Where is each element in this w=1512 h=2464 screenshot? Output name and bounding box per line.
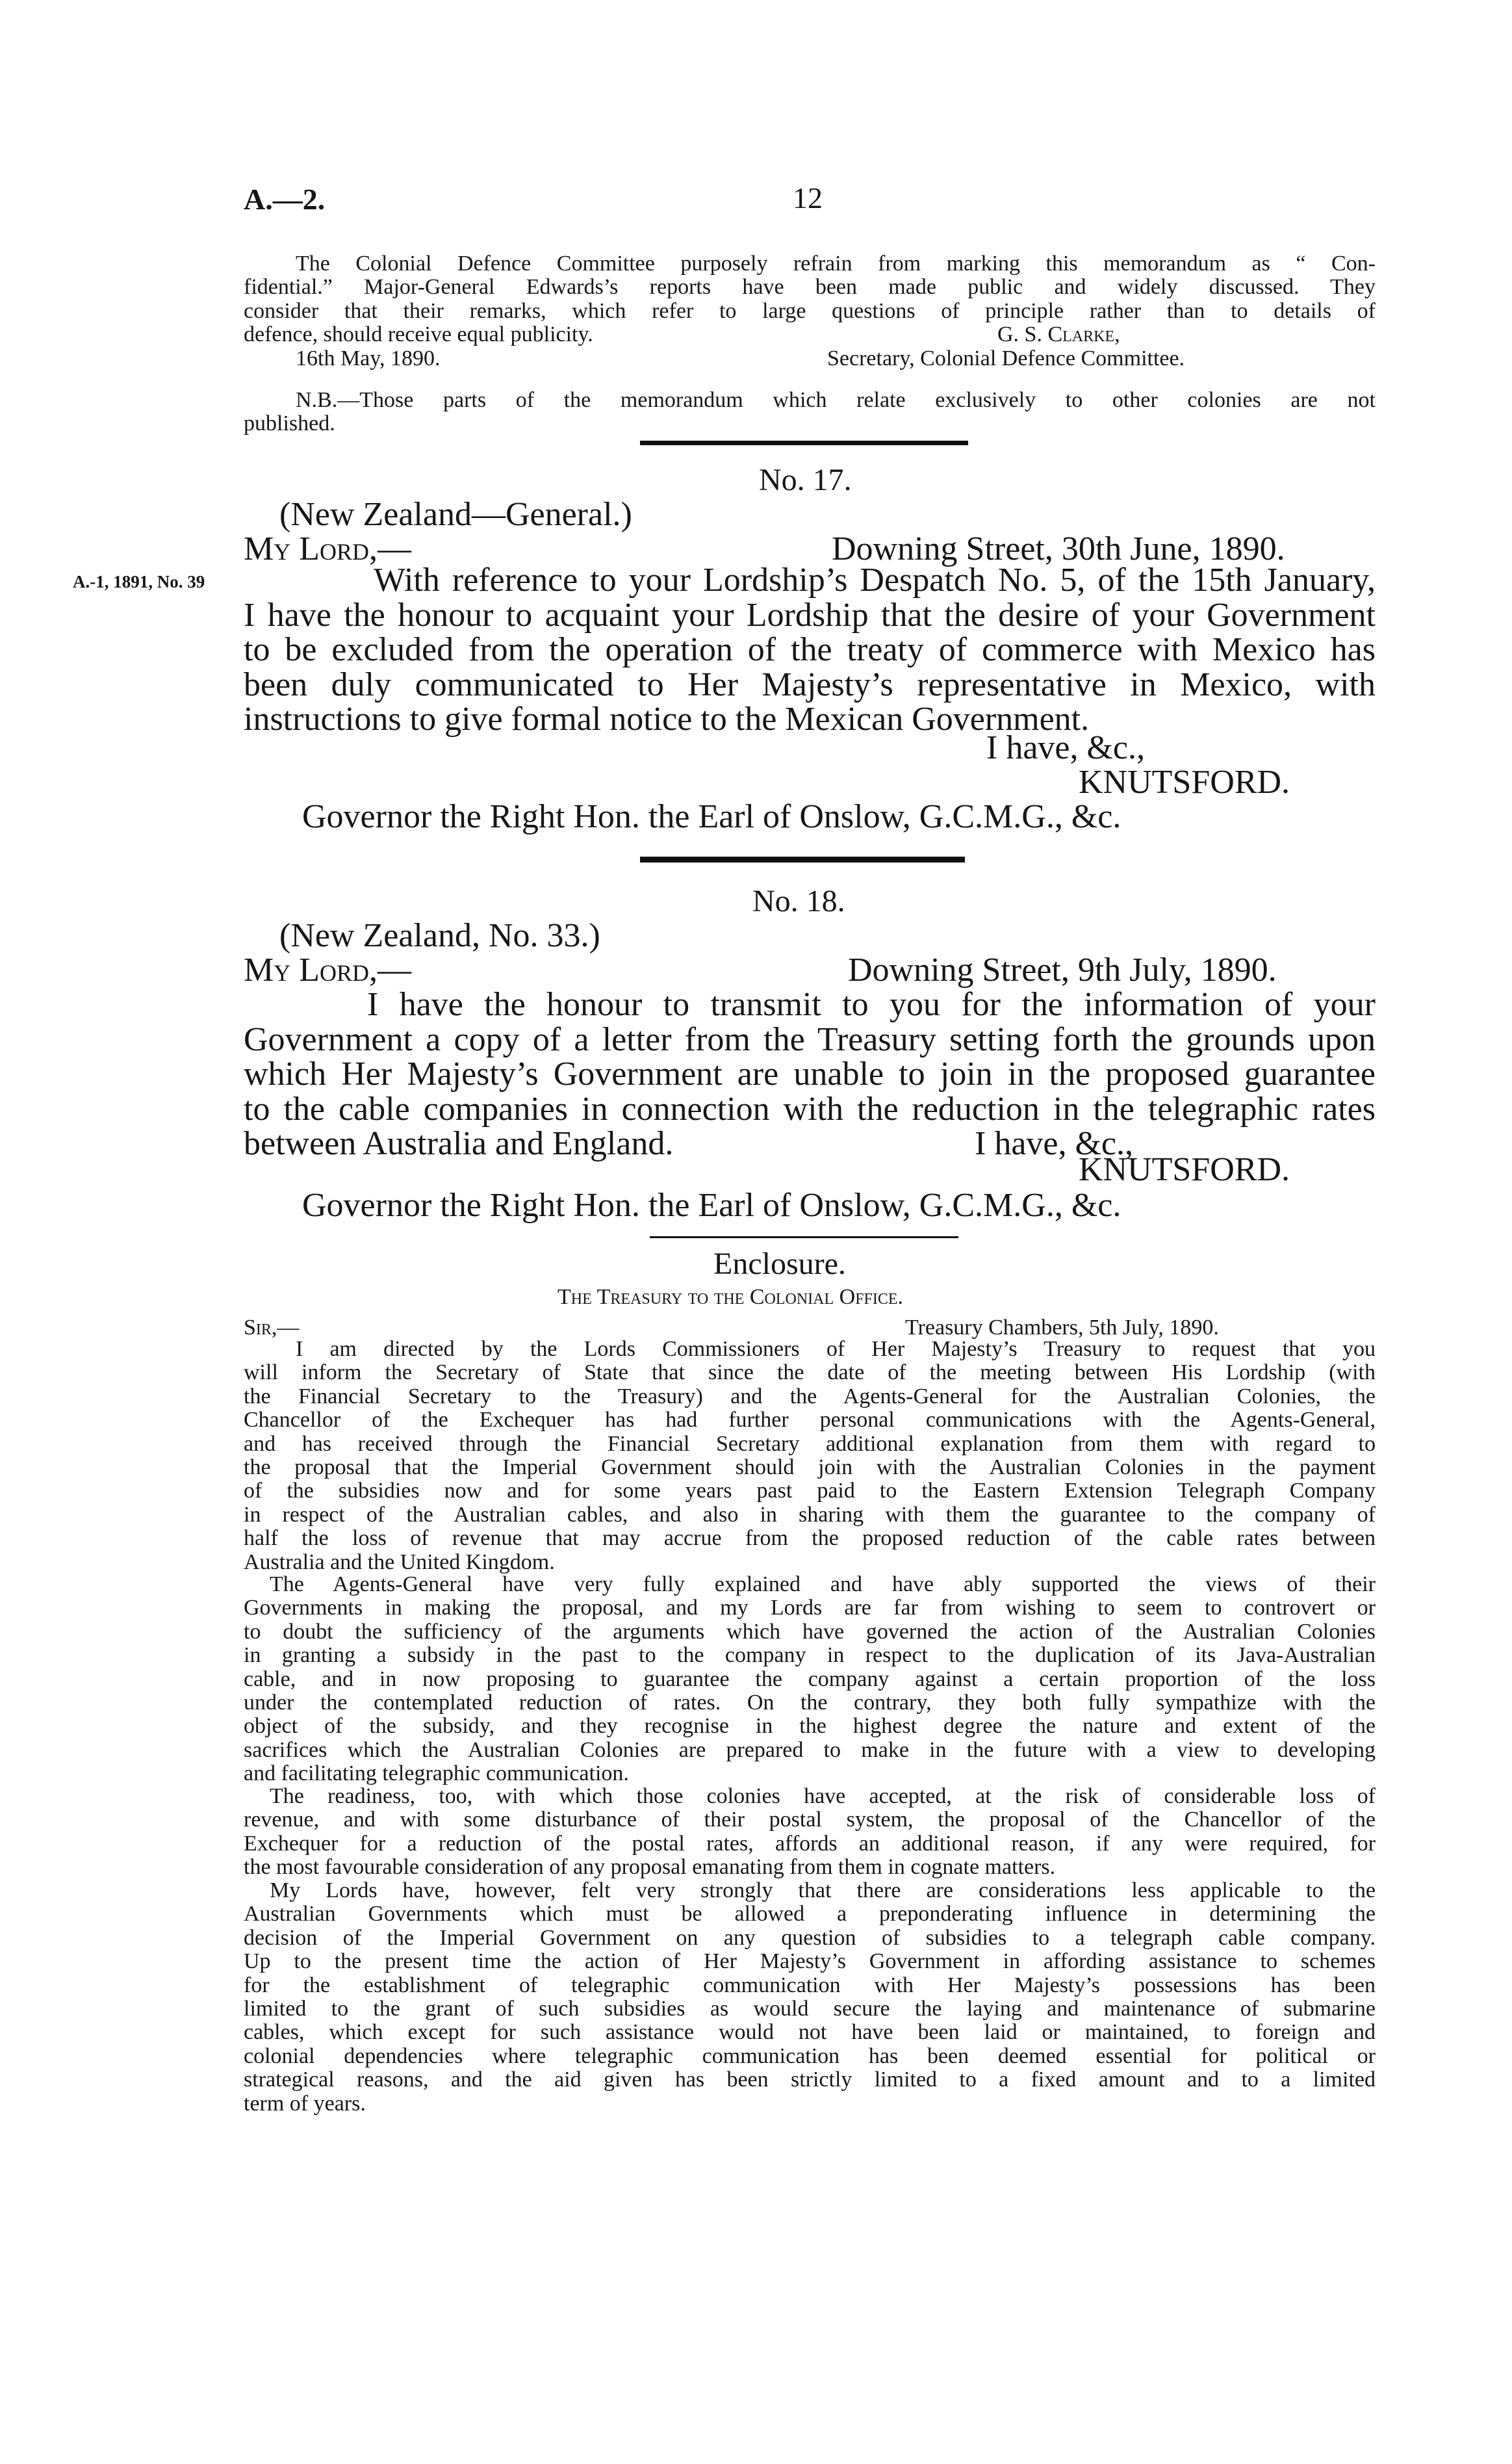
- letter-line: The readiness, too, with which those colonies have accepted, at the risk of considerable loss of: [270, 1784, 1376, 1808]
- memo-line: The Colonial Defence Committee purposely refrain from marking this memorandum as “ Con-: [296, 252, 1376, 276]
- letter-line: under the contemplated reduction of rates. On the contrary, they both fully sympathize with the: [244, 1691, 1376, 1715]
- letter-line: the most favourable consideration of any proposal emanating from them in cognate matters.: [244, 1855, 1056, 1880]
- no18-signature: KNUTSFORD.: [1079, 1151, 1290, 1188]
- enclosure-paragraph-3: [244, 1785, 1376, 1880]
- memo-note: [244, 389, 1376, 436]
- section-divider: [640, 441, 968, 445]
- letter-line: The Agents-General have very fully explained and have ably supported the views of their: [270, 1572, 1376, 1596]
- letter-line: colonial dependencies where telegraphic communication has been deemed essential for political or: [244, 2043, 1376, 2068]
- letter-line: for the establishment of telegraphic communication with Her Majesty’s possessions has been: [244, 1973, 1376, 1997]
- memo-signature-name: G. S. Clarke,: [997, 322, 1120, 346]
- letter-line: cable, and in now proposing to guarantee the company against a certain proportion of the loss: [244, 1666, 1376, 1691]
- no17-subheading: (New Zealand—General.): [279, 496, 632, 533]
- no18-body-line: Government a copy of a letter from the Treasury setting forth the grounds upon: [244, 1020, 1376, 1058]
- no17-closing: I have, &c.,: [986, 729, 1146, 766]
- no17-body-line: been duly communicated to Her Majesty’s representative in Mexico, with: [244, 666, 1376, 703]
- letter-line: sacrifices which the Australian Colonies are prepared to make in the future with a view to developing: [244, 1737, 1376, 1762]
- no17-body-line: to be excluded from the operation of the treaty of commerce with Mexico has: [244, 631, 1376, 668]
- enclosure-paragraph-1: [244, 1338, 1376, 1574]
- no17-signature: KNUTSFORD.: [1079, 764, 1290, 801]
- letter-line: in respect of the Australian cables, and also in sharing with them the guarantee to the company of: [244, 1502, 1376, 1527]
- no18-body-line: which Her Majesty’s Government are unable to join in the proposed guarantee: [244, 1056, 1376, 1093]
- letter-line: of the subsidies now and for some years past paid to the Eastern Extension Telegraph Company: [244, 1479, 1376, 1503]
- letter-line: limited to the grant of such subsidies as would secure the laying and maintenance of submarine: [244, 1997, 1376, 2021]
- no18-address: Governor the Right Hon. the Earl of Onslow, G.C.M.G., &c.: [302, 1187, 1121, 1224]
- no17-heading: No. 17.: [759, 463, 852, 497]
- letter-line: term of years.: [244, 2091, 366, 2116]
- no17-body-line: instructions to give formal notice to the Mexican Government.: [244, 701, 1090, 738]
- letter-line: Australia and the United Kingdom.: [244, 1550, 555, 1574]
- no18-subheading: (New Zealand, No. 33.): [279, 917, 600, 954]
- no18-dateline: Downing Street, 9th July, 1890.: [848, 952, 1277, 989]
- letter-line: strategical reasons, and the aid given has been strictly limited to a fixed amount and to a limited: [244, 2068, 1376, 2092]
- enclosure-heading: Enclosure.: [713, 1247, 846, 1281]
- no18-body-line: to the cable companies in connection with the reduction in the telegraphic rates: [244, 1090, 1376, 1128]
- letter-line: to doubt the sufficiency of the arguments which have governed the action of the Australian Colonies: [244, 1619, 1376, 1644]
- no18-body: [244, 987, 1376, 1161]
- no17-body: [244, 563, 1376, 737]
- letter-line: in granting a subsidy in the past to the company in respect to the duplication of its Java-Australian: [244, 1643, 1376, 1668]
- no17-body-line: I have the honour to acquaint your Lordship that the desire of your Government: [244, 596, 1376, 634]
- no18-body-line: between Australia and England.: [244, 1125, 674, 1162]
- letter-line: half the loss of revenue that may accrue from the proposed reduction of the cable rates between: [244, 1526, 1376, 1551]
- letter-line: Governments in making the proposal, and my Lords are far from wishing to seem to controvert or: [244, 1596, 1376, 1620]
- margin-reference: A.-1, 1891, No. 39: [73, 572, 205, 591]
- letter-line: I am directed by the Lords Commissioners of Her Majesty’s Treasury to request that you: [296, 1337, 1376, 1361]
- no18-heading: No. 18.: [752, 884, 845, 918]
- document-reference: A.—2.: [244, 183, 326, 216]
- enclosure-paragraph-2: [244, 1573, 1376, 1786]
- memo-paragraph: [244, 252, 1376, 323]
- memo-line: defence, should receive equal publicity.: [244, 322, 593, 346]
- enclosure-salutation: Sir,—: [244, 1316, 300, 1340]
- section-divider: [640, 857, 965, 862]
- section-divider: [650, 1236, 958, 1238]
- no18-body-line: I have the honour to transmit to you for the information of your: [367, 986, 1376, 1023]
- page-number: 12: [793, 181, 823, 214]
- letter-line: Chancellor of the Exchequer has had further personal communications with the Agents-General,: [244, 1408, 1376, 1433]
- no17-dateline: Downing Street, 30th June, 1890.: [832, 530, 1285, 567]
- no17-salutation: My Lord,—: [244, 530, 412, 567]
- letter-line: Exchequer for a reduction of the postal rates, affords an additional reason, if any were required, for: [244, 1831, 1376, 1856]
- letter-line: the proposal that the Imperial Government should join with the Australian Colonies in the payment: [244, 1455, 1376, 1480]
- letter-line: cables, which except for such assistance would not have been laid or maintained, to foreign and: [244, 2020, 1376, 2045]
- memo-line: consider that their remarks, which refer to large questions of principle rather than to details of: [244, 298, 1376, 323]
- no18-closing: I have, &c.,: [975, 1125, 1134, 1162]
- letter-line: the Financial Secretary to the Treasury) and the Agents-General for the Australian Colonies, the: [244, 1384, 1376, 1408]
- enclosure-paragraph-4: [244, 1879, 1376, 2116]
- letter-line: will inform the Secretary of State that since the date of the meeting between His Lordship (with: [244, 1360, 1376, 1385]
- no18-salutation: My Lord,—: [244, 952, 412, 989]
- letter-line: revenue, and with some disturbance of their postal system, the proposal of the Chancellor of the: [244, 1808, 1376, 1832]
- letter-line: Australian Governments which must be allowed a preponderating influence in determining the: [244, 1902, 1376, 1926]
- letter-line: and facilitating telegraphic communication.: [244, 1761, 629, 1786]
- letter-line: decision of the Imperial Government on any question of subsidies to a telegraph cable company.: [244, 1925, 1376, 1950]
- letter-line: Up to the present time the action of Her Majesty’s Government in affording assistance to schemes: [244, 1949, 1376, 1974]
- no17-address: Governor the Right Hon. the Earl of Onslow, G.C.M.G., &c.: [302, 798, 1121, 835]
- no17-body-line: With reference to your Lordship’s Despatch No. 5, of the 15th January,: [374, 562, 1376, 599]
- letter-line: My Lords have, however, felt very strongly that there are considerations less applicable to the: [270, 1878, 1376, 1902]
- memo-note-line: published.: [244, 411, 335, 436]
- letter-line: and has received through the Financial Secretary additional explanation from them with regard to: [244, 1431, 1376, 1456]
- letter-line: object of the subsidy, and they recognise in the highest degree the nature and extent of the: [244, 1714, 1376, 1739]
- enclosure-from-to: The Treasury to the Colonial Office.: [557, 1285, 904, 1309]
- enclosure-dateline: Treasury Chambers, 5th July, 1890.: [905, 1316, 1219, 1340]
- memo-note-line: N.B.—Those parts of the memorandum which relate exclusively to other colonies are not: [296, 388, 1376, 412]
- memo-signature-title: Secretary, Colonial Defence Committee.: [827, 346, 1185, 370]
- memo-line: fidential.” Major-General Edwards’s reports have been made public and widely discussed. They: [244, 275, 1376, 300]
- memo-date: 16th May, 1890.: [296, 346, 441, 370]
